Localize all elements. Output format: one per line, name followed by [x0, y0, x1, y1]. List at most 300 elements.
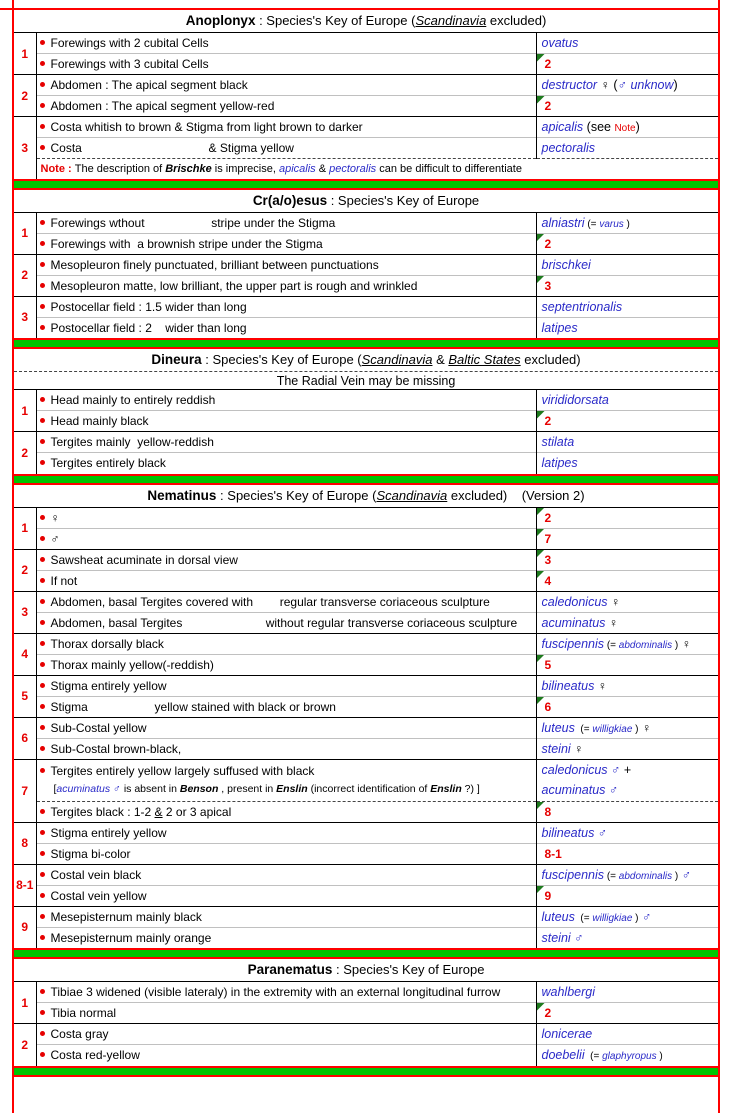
text-segment: 2 or 3 apical [162, 804, 232, 819]
result-cell [536, 801, 718, 822]
text-segment: glaphyropus [602, 1051, 657, 1063]
text-segment: Brischke [165, 162, 212, 175]
text-segment: Anoplonyx [185, 13, 256, 28]
result-cell [536, 507, 718, 528]
bullet-icon [40, 641, 45, 646]
choice-cell [36, 507, 536, 528]
result-cell [536, 570, 718, 591]
text-segment: acuminatus [56, 783, 111, 795]
text-segment: fuscipennis [541, 867, 605, 882]
key-row [14, 453, 718, 474]
choice-cell [36, 864, 536, 885]
bullet-icon [40, 220, 45, 225]
text-segment: Stigma entirely yellow [50, 678, 167, 693]
couplet-ref-number: 4 [544, 573, 552, 588]
text-segment: ) [632, 912, 639, 924]
bullet-icon [40, 304, 45, 309]
couplet-number-cell: 4 [14, 633, 36, 675]
text-segment: Tibiae 3 widened (visible lateraly) in the extremity with an external longitudinal furrow [50, 985, 501, 999]
result-cell [536, 138, 718, 159]
text-segment: is absent in [120, 783, 180, 795]
text-segment: Forewings with a brownish stripe under the Stigma [50, 236, 323, 251]
key-row [14, 612, 718, 633]
result-cell [536, 549, 718, 570]
bullet-icon [40, 1010, 45, 1015]
choice-cell [36, 212, 536, 233]
key-row [14, 54, 718, 75]
couplet-ref-number: 3 [544, 278, 552, 293]
section-paranematus [14, 959, 718, 1066]
couplet-number-cell: 8-1 [14, 864, 36, 906]
choice-cell [36, 982, 536, 1003]
result-cell [536, 96, 718, 117]
result-cell [536, 982, 718, 1003]
text-segment: Tergites entirely yellow largely suffused with black [50, 764, 315, 778]
key-row [14, 233, 718, 254]
text-segment: & [315, 162, 330, 175]
text-segment: Sawsheat acuminate in dorsal view [50, 552, 238, 567]
bullet-icon [40, 809, 45, 814]
choice-cell [36, 117, 536, 138]
choice-cell [36, 33, 536, 54]
result-cell [536, 54, 718, 75]
choice-cell [36, 570, 536, 591]
result-cell [536, 885, 718, 906]
couplet-number-cell: 1 [14, 390, 36, 432]
text-segment: (see [583, 120, 615, 134]
bullet-icon [40, 1052, 45, 1057]
bullet-icon [40, 851, 45, 856]
text-segment: : Species's Key of Europe ( [255, 13, 416, 28]
choice-cell [36, 528, 536, 549]
result-cell [536, 864, 718, 885]
text-segment: (= [604, 639, 619, 651]
bullet-icon [40, 325, 45, 330]
couplet-number-cell: 2 [14, 1024, 36, 1066]
text-segment: excluded) [447, 487, 508, 503]
choice-cell [36, 759, 536, 801]
choice-cell [36, 612, 536, 633]
text-segment: Tergites entirely black [50, 456, 166, 471]
section-craoesus [14, 190, 718, 339]
bullet-icon [40, 872, 45, 877]
section-dineura [14, 349, 718, 474]
key-row [14, 1003, 718, 1024]
couplet-number-cell: 1 [14, 507, 36, 549]
couplet-number-cell: 7 [14, 759, 36, 822]
text-segment: ?) ] [461, 783, 480, 795]
choice-cell [36, 432, 536, 453]
text-segment: (= [584, 218, 600, 230]
choice-cell [36, 633, 536, 654]
text-segment: ♂ [594, 825, 608, 840]
result-cell [536, 432, 718, 453]
text-segment: Costa & Stigma yellow [50, 141, 294, 155]
text-segment: Stigma bi-color [50, 846, 131, 861]
text-segment: Costa gray [50, 1027, 109, 1041]
result-cell [536, 717, 718, 738]
text-segment: Baltic States [448, 352, 521, 367]
text-segment: ) [656, 1051, 663, 1063]
text-segment: alniastri [541, 215, 585, 230]
key-row [14, 296, 718, 317]
section-subnote: The Radial Vein may be missing [14, 371, 718, 389]
result-cell [536, 696, 718, 717]
key-row [14, 138, 718, 159]
key-table [14, 212, 718, 339]
text-segment: willigkiae [592, 912, 633, 924]
text-segment: Nematinus [147, 487, 217, 503]
result-cell [536, 275, 718, 296]
key-row [14, 982, 718, 1003]
text-segment: Cr(a/o)esus [252, 192, 328, 208]
key-row [14, 864, 718, 885]
result-cell [536, 254, 718, 275]
couplet-number-cell: 1 [14, 212, 36, 254]
key-row [14, 275, 718, 296]
text-segment: doebelii [541, 1048, 585, 1063]
divider-green-bar [14, 181, 718, 188]
text-segment: ) [635, 120, 640, 134]
couplet-number-cell: 9 [14, 906, 36, 948]
bullet-icon [40, 439, 45, 444]
section-header [14, 485, 718, 507]
text-segment: Note : [40, 162, 75, 175]
couplet-number-cell: 2 [14, 549, 36, 591]
couplet-ref-number: 2 [544, 414, 552, 428]
result-cell [536, 1024, 718, 1045]
bullet-icon [40, 103, 45, 108]
bullet-icon [40, 830, 45, 835]
section-header [14, 190, 718, 212]
text-segment: unknow [630, 78, 674, 92]
text-segment: Forewings with 2 cubital Cells [50, 36, 209, 50]
couplet-ref-number: 7 [544, 531, 552, 546]
result-cell [536, 390, 718, 411]
text-segment: ♂ [678, 867, 692, 882]
couplet-number-cell: 3 [14, 591, 36, 633]
text-segment: Sub-Costal yellow [50, 720, 147, 735]
result-cell [536, 233, 718, 254]
text-segment: ) [632, 723, 639, 735]
key-row [14, 927, 718, 948]
bullet-icon [40, 578, 45, 583]
result-cell [536, 528, 718, 549]
couplet-ref-number: 2 [544, 236, 552, 251]
text-segment: Postocellar field : 2 wider than long [50, 320, 247, 335]
couplet-ref-number: 9 [544, 888, 552, 903]
couplet-number-cell: 3 [14, 296, 36, 338]
text-segment: ♂ [617, 78, 627, 92]
text-segment: ♀ [678, 636, 692, 651]
text-segment: Scandinavia [361, 352, 433, 367]
couplet-number-cell: 2 [14, 432, 36, 474]
text-segment: Thorax dorsally black [50, 636, 164, 651]
couplet-ref-number: 2 [544, 510, 552, 525]
text-segment: Enslin [430, 783, 462, 795]
bullet-icon [40, 418, 45, 423]
text-segment: pectoralis [541, 141, 595, 155]
bullet-icon [40, 61, 45, 66]
section-divider [14, 179, 718, 190]
key-row [14, 390, 718, 411]
bullet-icon [40, 914, 45, 919]
text-segment: ♂ [110, 783, 121, 795]
bullet-icon [40, 536, 45, 541]
text-segment: luteus [541, 720, 575, 735]
bullet-icon [40, 515, 45, 520]
text-segment: ) [672, 870, 679, 882]
result-cell [536, 591, 718, 612]
text-segment: willigkiae [592, 723, 633, 735]
choice-cell [36, 75, 536, 96]
text-segment: Costal vein yellow [50, 888, 147, 903]
text-segment: Postocellar field : 1.5 wider than long [50, 299, 247, 314]
bullet-icon [40, 683, 45, 688]
text-segment: ♀ [570, 741, 584, 756]
choice-cell [36, 411, 536, 432]
text-segment: can be difficult to differentiate [376, 162, 522, 175]
bullet-icon [40, 1031, 45, 1036]
text-segment: Abdomen : The apical segment black [50, 78, 248, 92]
text-segment: Dineura [151, 352, 202, 367]
result-cell [536, 654, 718, 675]
key-frame [12, 0, 720, 1113]
note-row [14, 159, 718, 179]
text-segment: fuscipennis [541, 636, 605, 651]
choice-cell [36, 822, 536, 843]
section-divider [14, 948, 718, 959]
divider-green-bar [14, 340, 718, 347]
text-segment: Benson [179, 783, 219, 795]
couplet-ref-number: 8 [544, 804, 552, 819]
result-cell [536, 296, 718, 317]
key-row [14, 591, 718, 612]
couplet-ref-number: 6 [544, 699, 552, 714]
text-segment: apicalis [541, 120, 584, 134]
key-row [14, 654, 718, 675]
text-segment: Mesepisternum mainly orange [50, 930, 212, 945]
text-segment: ♂ [605, 783, 619, 797]
text-segment: Costa whitish to brown & Stigma from light brown to darker [50, 120, 363, 134]
bullet-icon [40, 557, 45, 562]
result-cell [536, 1045, 718, 1066]
choice-cell [36, 317, 536, 338]
bullet-icon [40, 599, 45, 604]
text-segment: is imprecise, [211, 162, 279, 175]
text-segment: bilineatus [541, 825, 595, 840]
text-segment: excluded) [486, 13, 547, 28]
text-segment: virididorsata [541, 393, 609, 407]
result-cell [536, 759, 718, 801]
text-segment: ) [673, 78, 678, 92]
section-header [14, 959, 718, 981]
section-divider [14, 1066, 718, 1077]
text-segment: : Species's Key of Europe [327, 192, 480, 208]
key-row [14, 675, 718, 696]
divider-red-line [14, 1075, 718, 1077]
text-segment: ♀ [594, 678, 608, 693]
result-cell [536, 906, 718, 927]
divider-green-bar [14, 950, 718, 957]
text-segment: destructor [541, 78, 598, 92]
text-segment: stilata [541, 435, 575, 449]
choice-cell [36, 275, 536, 296]
text-segment: Scandinavia [376, 487, 448, 503]
text-segment: ♀ [50, 510, 60, 525]
text-segment: The description of [74, 162, 166, 175]
text-segment: Sub-Costal brown-black, [50, 741, 182, 756]
key-row [14, 411, 718, 432]
bullet-icon [40, 768, 45, 773]
text-segment: Costa red-yellow [50, 1048, 140, 1063]
result-cell [536, 738, 718, 759]
key-table [14, 981, 718, 1066]
text-segment: latipes [541, 320, 578, 335]
choice-cell [36, 138, 536, 159]
text-segment: Head mainly black [50, 414, 149, 428]
bullet-icon [40, 397, 45, 402]
text-segment: Forewings with 3 cubital Cells [50, 57, 209, 71]
result-cell [536, 675, 718, 696]
text-segment: (= [574, 723, 593, 735]
divider-green-bar [14, 1068, 718, 1075]
text-segment: pectoralis [329, 162, 377, 175]
couplet-ref-number: 2 [544, 1006, 552, 1020]
text-segment: : Species's Key of Europe [332, 962, 485, 977]
text-segment: ovatus [541, 36, 579, 50]
key-row [14, 75, 718, 96]
choice-cell [36, 1003, 536, 1024]
section-nematinus [14, 485, 718, 949]
section-anoplonyx [14, 10, 718, 179]
text-segment: caledonicus [541, 594, 608, 609]
text-segment: + [620, 763, 632, 777]
text-segment: If not [50, 573, 78, 588]
choice-cell [36, 801, 536, 822]
key-row [14, 570, 718, 591]
bullet-icon [40, 460, 45, 465]
choice-cell [36, 591, 536, 612]
result-cell [536, 117, 718, 138]
text-segment: ♀ [605, 615, 619, 630]
text-segment: Mesopleuron finely punctuated, brilliant between punctuations [50, 257, 379, 272]
key-row [14, 801, 718, 822]
couplet-number-cell: 8 [14, 822, 36, 864]
key-row [14, 528, 718, 549]
text-segment: wahlbergi [541, 985, 596, 999]
choice-cell [36, 549, 536, 570]
text-segment: acuminatus [541, 783, 606, 797]
text-segment: caledonicus [541, 763, 608, 777]
choice-cell [36, 927, 536, 948]
couplet-number-cell: 1 [14, 982, 36, 1024]
key-table [14, 32, 718, 179]
choice-cell [36, 254, 536, 275]
choice-cell [36, 1045, 536, 1066]
text-segment: septentrionalis [541, 299, 623, 314]
text-segment: ♂ [638, 909, 652, 924]
couplet-ref-number: 8-1 [544, 846, 562, 861]
text-segment: , present in [218, 783, 277, 795]
couplet-ref-number: 2 [544, 99, 552, 113]
couplet-ref-number: 5 [544, 657, 552, 672]
text-segment: Mesepisternum mainly black [50, 909, 202, 924]
bullet-icon [40, 82, 45, 87]
bullet-icon [40, 725, 45, 730]
bullet-icon [40, 145, 45, 150]
text-segment: abdominalis [618, 870, 673, 882]
result-cell [536, 411, 718, 432]
text-segment: Note [614, 123, 636, 134]
text-segment: Stigma entirely yellow [50, 825, 167, 840]
text-segment: luteus [541, 909, 575, 924]
couplet-number-cell: 2 [14, 254, 36, 296]
text-segment: : Species's Key of Europe ( [216, 487, 377, 503]
text-segment: abdominalis [618, 639, 673, 651]
key-row [14, 906, 718, 927]
text-segment: Forewings wthout stripe under the Stigma [50, 215, 336, 230]
key-row [14, 507, 718, 528]
text-segment: Paranematus [247, 962, 333, 977]
text-segment: ♂ [50, 531, 60, 546]
text-segment: ♂ [570, 930, 584, 945]
section-header [14, 10, 718, 32]
text-segment: (Version 2) [507, 487, 585, 503]
text-segment: steini [541, 741, 571, 756]
text-segment: (= [604, 870, 619, 882]
couplet-ref-number: 2 [544, 57, 552, 71]
choice-cell [36, 453, 536, 474]
key-row [14, 96, 718, 117]
choice-cell [36, 696, 536, 717]
text-segment: Enslin [276, 783, 308, 795]
text-segment: Mesopleuron matte, low brilliant, the upper part is rough and wrinkled [50, 278, 418, 293]
bullet-icon [40, 40, 45, 45]
text-segment: & [154, 804, 163, 819]
choice-cell [36, 390, 536, 411]
bullet-icon [40, 989, 45, 994]
text-segment: excluded) [520, 352, 581, 367]
text-segment: [ [53, 783, 57, 795]
result-cell [536, 453, 718, 474]
text-segment: (incorrect identification of [307, 783, 431, 795]
couplet-ref-number: 3 [544, 552, 552, 567]
text-segment: : Species's Key of Europe ( [201, 352, 362, 367]
key-row [14, 885, 718, 906]
bullet-icon [40, 283, 45, 288]
result-cell [536, 822, 718, 843]
text-segment: Tergites mainly yellow-reddish [50, 435, 214, 449]
text-segment: ♂ [607, 763, 621, 777]
key-row [14, 717, 718, 738]
result-cell [536, 33, 718, 54]
bullet-icon [40, 241, 45, 246]
choice-cell [36, 54, 536, 75]
key-table [14, 389, 718, 474]
result-cell [536, 633, 718, 654]
text-segment: ♀ [638, 720, 652, 735]
text-segment: ) [623, 218, 630, 230]
bullet-icon [40, 262, 45, 267]
text-segment: brischkei [541, 257, 591, 272]
choice-cell [36, 885, 536, 906]
text-segment: Abdomen : The apical segment yellow-red [50, 99, 275, 113]
divider-green-bar [14, 476, 718, 483]
text-segment: varus [599, 218, 624, 230]
text-segment: ♀ ( [597, 78, 618, 92]
text-segment: acuminatus [541, 615, 606, 630]
